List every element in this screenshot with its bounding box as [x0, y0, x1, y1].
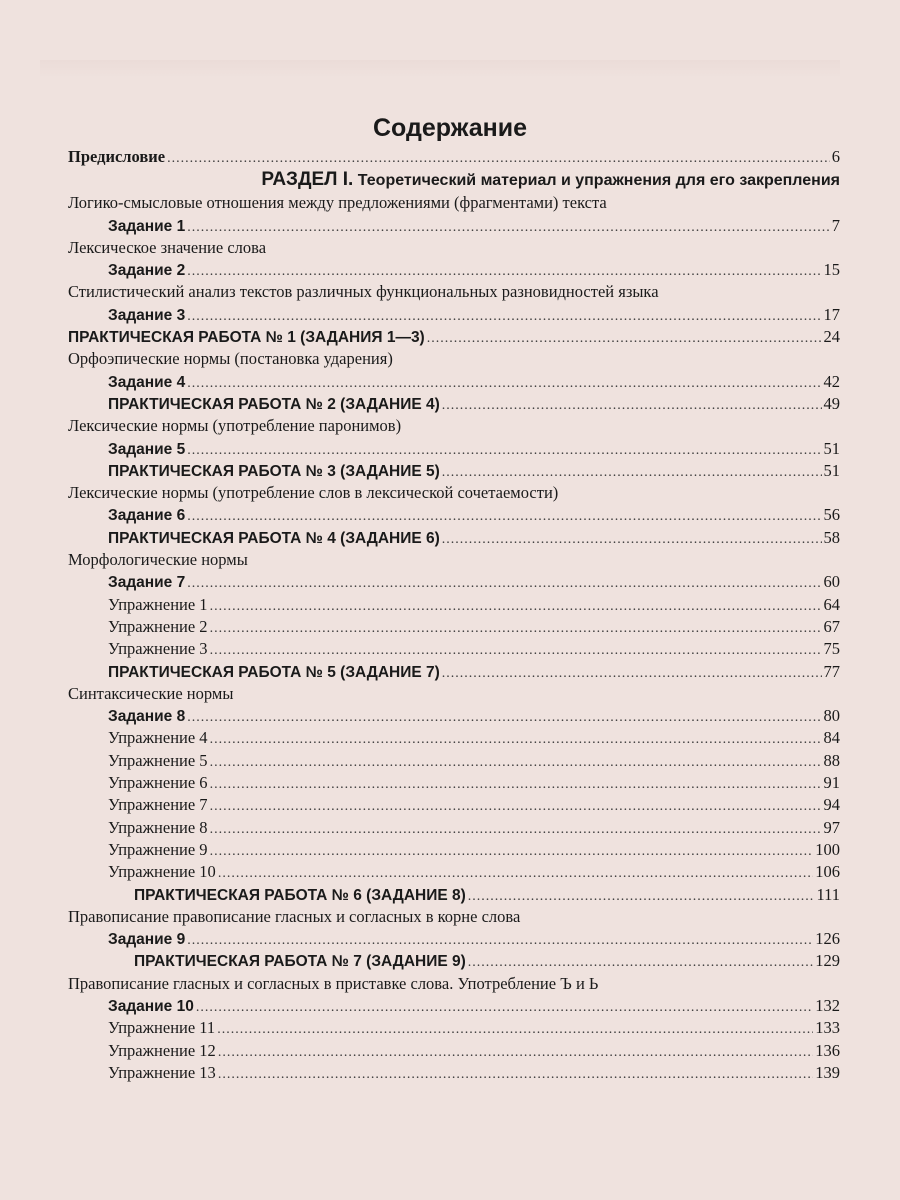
toc-page-number: 15 — [823, 260, 840, 280]
toc-entry-label: Упражнение 8 — [108, 817, 208, 837]
leader-dots — [187, 707, 821, 729]
toc-entry[interactable] — [68, 638, 840, 660]
topic-heading-label: Лексическое значение слова — [68, 237, 267, 257]
toc-entry[interactable] — [68, 995, 840, 1017]
toc-page-number: 60 — [823, 572, 840, 592]
leader-dots — [187, 217, 830, 239]
leader-dots — [427, 328, 822, 350]
leader-dots — [210, 640, 822, 662]
leader-dots — [210, 774, 822, 796]
toc-entry-label: Упражнение 6 — [108, 773, 208, 793]
leader-dots — [442, 529, 822, 551]
leader-dots — [187, 261, 821, 283]
section-heading — [68, 168, 840, 192]
topic-heading-label: Логико-смысловые отношения между предложениями (фрагментами) текста — [68, 193, 607, 213]
toc-page-number: 91 — [823, 773, 840, 793]
toc-page-number: 64 — [823, 594, 840, 614]
leader-dots — [210, 618, 822, 640]
toc-entry[interactable] — [68, 705, 840, 727]
toc-page-number: 51 — [823, 438, 840, 458]
topic-heading-label: Морфологические нормы — [68, 550, 248, 570]
page-title: Содержание — [372, 114, 528, 142]
leader-dots — [167, 148, 830, 170]
leader-dots — [187, 306, 821, 328]
table-of-contents — [68, 146, 840, 1084]
toc-entry-label: Задание 2 — [108, 262, 186, 280]
toc-entry[interactable] — [68, 1040, 840, 1062]
toc-page-number: 126 — [815, 929, 840, 949]
toc-page-number: 132 — [815, 995, 840, 1015]
toc-entry[interactable] — [68, 839, 840, 861]
toc-page-number: 97 — [823, 817, 840, 837]
toc-entry-label: ПРАКТИЧЕСКАЯ РАБОТА № 7 (ЗАДАНИЕ 9) — [134, 953, 466, 971]
toc-entry-label: ПРАКТИЧЕСКАЯ РАБОТА № 3 (ЗАДАНИЕ 5) — [108, 462, 440, 480]
toc-entry[interactable] — [68, 1062, 840, 1084]
toc-entry-label: ПРАКТИЧЕСКАЯ РАБОТА № 5 (ЗАДАНИЕ 7) — [108, 663, 440, 681]
toc-page-number: 58 — [823, 527, 840, 547]
topic-heading — [68, 549, 840, 571]
toc-page-number: 49 — [823, 393, 840, 413]
toc-entry-label: Упражнение 11 — [108, 1018, 216, 1038]
toc-entry-label: Упражнение 2 — [108, 616, 208, 636]
toc-entry-label: Упражнение 9 — [108, 839, 208, 859]
leader-dots — [187, 573, 821, 595]
toc-entry-label: ПРАКТИЧЕСКАЯ РАБОТА № 4 (ЗАДАНИЕ 6) — [108, 529, 440, 547]
leader-dots — [187, 373, 821, 395]
topic-heading-label: Орфоэпические нормы (постановка ударения) — [68, 349, 393, 369]
leader-dots — [196, 997, 813, 1019]
leader-dots — [210, 752, 822, 774]
toc-entry[interactable] — [68, 304, 840, 326]
toc-page-number: 77 — [823, 661, 840, 681]
toc-entry[interactable] — [68, 616, 840, 638]
section-title: Теоретический материал и упражнения для его закрепления — [353, 172, 840, 190]
toc-entry[interactable] — [68, 950, 840, 972]
topic-heading — [68, 482, 840, 504]
topic-heading-label: Правописание гласных и согласных в приставке слова. Употребление Ъ и Ь — [68, 973, 599, 993]
toc-entry[interactable] — [68, 393, 840, 415]
topic-heading-label: Лексические нормы (употребление паронимов) — [68, 416, 402, 436]
toc-entry[interactable] — [68, 259, 840, 281]
toc-page-number: 94 — [823, 795, 840, 815]
topic-heading — [68, 281, 840, 303]
toc-entry-label: Предисловие — [68, 147, 166, 166]
toc-entry[interactable] — [68, 571, 840, 593]
toc-entry-label: Задание 8 — [108, 708, 186, 726]
leader-dots — [210, 841, 814, 863]
toc-entry-label: Задание 10 — [108, 997, 194, 1015]
toc-entry[interactable] — [68, 215, 840, 237]
toc-entry-label: Упражнение 10 — [108, 862, 216, 882]
topic-heading — [68, 906, 840, 928]
toc-entry[interactable] — [68, 884, 840, 906]
topic-heading — [68, 348, 840, 370]
topic-heading-label: Синтаксические нормы — [68, 683, 234, 703]
toc-page-number: 129 — [815, 951, 840, 971]
toc-entry[interactable] — [68, 727, 840, 749]
toc-entry[interactable] — [68, 817, 840, 839]
topic-heading-label: Лексические нормы (употребление слов в лексической сочетаемости) — [68, 483, 559, 503]
leader-dots — [187, 506, 821, 528]
toc-page-number: 100 — [815, 839, 840, 859]
toc-page-number: 80 — [823, 706, 840, 726]
toc-page-number: 7 — [831, 215, 840, 235]
toc-page-number: 106 — [815, 862, 840, 882]
toc-entry[interactable] — [68, 146, 840, 168]
leader-dots — [187, 930, 813, 952]
leader-dots — [218, 1064, 813, 1086]
toc-entry-label: Упражнение 13 — [108, 1062, 216, 1082]
toc-page-number: 84 — [823, 728, 840, 748]
toc-entry-label: Упражнение 5 — [108, 750, 208, 770]
leader-dots — [210, 729, 822, 751]
toc-entry-label: Задание 5 — [108, 440, 186, 458]
leader-dots — [210, 796, 822, 818]
toc-entry[interactable] — [68, 371, 840, 393]
toc-entry[interactable] — [68, 661, 840, 683]
leader-dots — [468, 952, 813, 974]
toc-page-number: 51 — [823, 460, 840, 480]
toc-page-number: 139 — [815, 1062, 840, 1082]
toc-entry[interactable] — [68, 928, 840, 950]
toc-entry[interactable] — [68, 527, 840, 549]
topic-heading-label: Стилистический анализ текстов различных функциональных разновидностей языка — [68, 282, 659, 302]
toc-entry-label: Упражнение 1 — [108, 594, 208, 614]
bleed-through-shadow — [40, 60, 840, 78]
toc-entry-label: Задание 3 — [108, 306, 186, 324]
topic-heading-label: Правописание правописание гласных и согласных в корне слова — [68, 906, 521, 926]
toc-entry[interactable] — [68, 772, 840, 794]
section-number: РАЗДЕЛ I. — [261, 169, 354, 191]
leader-dots — [442, 462, 822, 484]
toc-entry-label: Задание 7 — [108, 574, 186, 592]
toc-page-number: 111 — [816, 884, 840, 904]
toc-entry[interactable] — [68, 594, 840, 616]
toc-entry-label: ПРАКТИЧЕСКАЯ РАБОТА № 6 (ЗАДАНИЕ 8) — [134, 886, 466, 904]
toc-page-number: 56 — [823, 505, 840, 525]
toc-entry-label: Упражнение 12 — [108, 1040, 216, 1060]
leader-dots — [442, 395, 822, 417]
toc-entry-label: Задание 6 — [108, 507, 186, 525]
toc-page-number: 42 — [823, 371, 840, 391]
toc-entry[interactable] — [68, 460, 840, 482]
toc-entry[interactable] — [68, 1017, 840, 1039]
topic-heading — [68, 237, 840, 259]
toc-page-number: 75 — [823, 639, 840, 659]
toc-entry[interactable] — [68, 794, 840, 816]
toc-entry-label: Упражнение 4 — [108, 728, 208, 748]
topic-heading — [68, 192, 840, 214]
leader-dots — [468, 886, 815, 908]
toc-page-number: 136 — [815, 1040, 840, 1060]
toc-entry-label: Упражнение 7 — [108, 795, 208, 815]
toc-page-number: 17 — [823, 304, 840, 324]
toc-entry-label: Задание 4 — [108, 373, 186, 391]
topic-heading — [68, 683, 840, 705]
toc-page-number: 67 — [823, 616, 840, 636]
toc-entry-label: Задание 1 — [108, 217, 186, 235]
toc-entry[interactable] — [68, 326, 840, 348]
topic-heading — [68, 415, 840, 437]
toc-page-number: 6 — [831, 147, 840, 166]
leader-dots — [217, 1019, 813, 1041]
toc-page-number: 88 — [823, 750, 840, 770]
leader-dots — [187, 440, 821, 462]
toc-entry[interactable] — [68, 861, 840, 883]
leader-dots — [210, 819, 822, 841]
leader-dots — [218, 863, 813, 885]
leader-dots — [442, 663, 822, 685]
toc-entry-label: ПРАКТИЧЕСКАЯ РАБОТА № 2 (ЗАДАНИЕ 4) — [108, 395, 440, 413]
toc-entry-label: Упражнение 3 — [108, 639, 208, 659]
toc-page-number: 133 — [815, 1018, 840, 1038]
leader-dots — [210, 596, 822, 618]
toc-entry-label: Задание 9 — [108, 931, 186, 949]
toc-entry-label: ПРАКТИЧЕСКАЯ РАБОТА № 1 (ЗАДАНИЯ 1—3) — [68, 329, 425, 347]
toc-entry[interactable] — [68, 750, 840, 772]
toc-page-number: 24 — [823, 327, 840, 347]
toc-entry[interactable] — [68, 438, 840, 460]
topic-heading — [68, 973, 840, 995]
toc-entry[interactable] — [68, 504, 840, 526]
leader-dots — [218, 1042, 813, 1064]
